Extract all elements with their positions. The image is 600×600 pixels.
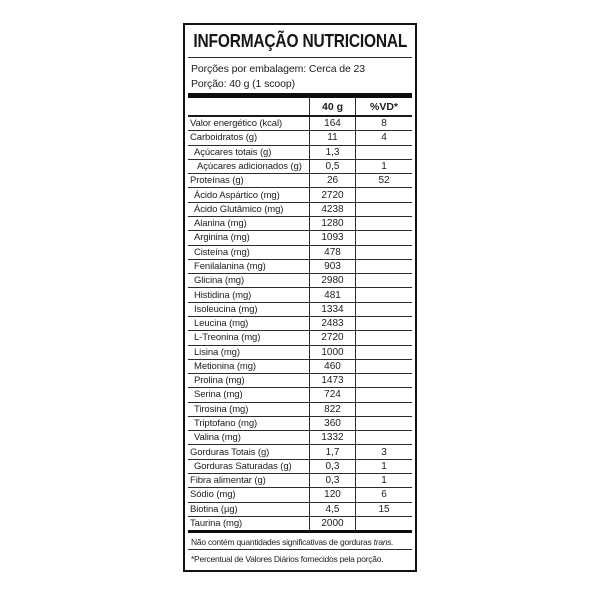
nutrient-amount: 164 (309, 117, 356, 130)
nutrient-name: Serina (mg) (194, 389, 243, 401)
nutrient-row (188, 431, 412, 445)
label-title: INFORMAÇÃO NUTRICIONAL (193, 30, 407, 51)
nutrient-amount: 1093 (309, 231, 356, 244)
nutrient-amount: 724 (309, 388, 356, 401)
nutrient-amount: 1332 (309, 431, 356, 444)
nutrient-name: Isoleucina (mg) (194, 303, 258, 315)
nutrient-amount: 2720 (309, 188, 356, 201)
nutrient-name: Taurina (mg) (190, 518, 243, 530)
nutrient-row (188, 217, 412, 231)
nutrient-dv: 52 (378, 175, 390, 187)
nutrient-row (188, 346, 412, 360)
nutrient-dv (356, 417, 412, 430)
nutrient-row (188, 317, 412, 331)
nutrient-name: Gorduras Totais (g) (190, 446, 270, 458)
nutrient-dv (356, 146, 412, 159)
nutrient-amount: 0,3 (309, 460, 356, 473)
nutrient-dv (356, 260, 412, 273)
nutrient-row (188, 517, 412, 530)
nutrient-row (188, 460, 412, 474)
nutrient-row (188, 231, 412, 245)
nutrition-table (188, 98, 412, 530)
nutrition-label (183, 23, 417, 572)
nutrient-row (188, 331, 412, 345)
nutrition-rows (188, 117, 412, 530)
servings-per-package: Porções por embalagem: Cerca de 23 (191, 63, 366, 75)
nutrient-amount: 26 (309, 174, 356, 187)
nutrient-row (188, 260, 412, 274)
nutrient-row (188, 203, 412, 217)
serving-size: Porção: 40 g (1 scoop) (191, 77, 296, 90)
nutrient-amount: 2720 (309, 331, 356, 344)
nutrient-dv: 8 (381, 118, 387, 130)
table-header-row (188, 98, 412, 117)
nutrient-row (188, 188, 412, 202)
nutrient-dv (356, 374, 412, 387)
nutrient-name: Açúcares adicionados (g) (197, 160, 302, 172)
nutrient-name: Tirosina (mg) (194, 403, 249, 415)
nutrient-dv (356, 360, 412, 373)
nutrient-row (188, 488, 412, 502)
nutrient-row (188, 303, 412, 317)
nutrient-dv: 3 (381, 446, 387, 458)
nutrient-name: Ácido Aspártico (mg) (194, 189, 280, 201)
nutrient-name: Carboidratos (g) (190, 132, 258, 144)
nutrient-name: Glicina (mg) (194, 275, 245, 287)
nutrient-name: Metionina (mg) (194, 360, 256, 372)
nutrient-dv: 1 (381, 460, 387, 472)
nutrient-amount: 0,5 (309, 160, 356, 173)
nutrient-name: Histidina (mg) (194, 289, 252, 301)
serving-info (185, 58, 415, 93)
nutrient-dv (356, 431, 412, 444)
nutrient-dv: 1 (381, 160, 387, 172)
nutrient-name: Proteínas (g) (190, 175, 244, 187)
column-header-spacer (188, 98, 309, 115)
nutrient-row (188, 274, 412, 288)
nutrient-dv (356, 203, 412, 216)
nutrient-amount: 2000 (309, 517, 356, 530)
label-header (185, 25, 415, 57)
nutrient-row (188, 388, 412, 402)
nutrient-dv (356, 388, 412, 401)
nutrient-amount: 1280 (309, 217, 356, 230)
nutrient-dv: 4 (381, 132, 387, 144)
nutrient-row (188, 503, 412, 517)
nutrient-dv: 1 (381, 475, 387, 487)
nutrient-name: Cisteína (mg) (194, 246, 250, 258)
nutrient-row (188, 474, 412, 488)
nutrient-amount: 478 (309, 246, 356, 259)
daily-values-footnote: *Percentual de Valores Diários fornecidos pela porção. (191, 554, 384, 564)
nutrient-name: Biotina (µg) (190, 503, 238, 515)
nutrient-amount: 360 (309, 417, 356, 430)
nutrient-dv (356, 403, 412, 416)
nutrient-name: Leucina (mg) (194, 318, 249, 330)
nutrient-name: Gorduras Saturadas (g) (194, 460, 292, 472)
nutrient-dv (356, 517, 412, 530)
nutrient-amount: 1000 (309, 346, 356, 359)
nutrient-row (188, 403, 412, 417)
nutrient-dv (356, 288, 412, 301)
nutrient-amount: 4238 (309, 203, 356, 216)
nutrient-name: Valor energético (kcal) (190, 118, 283, 130)
trans-fat-footnote-italic: trans. (373, 537, 394, 547)
nutrient-row (188, 374, 412, 388)
nutrient-amount: 1,7 (309, 445, 356, 458)
nutrient-amount: 2980 (309, 274, 356, 287)
trans-fat-footnote (185, 533, 415, 549)
column-header-dv: %VD* (369, 100, 398, 113)
nutrient-amount: 120 (309, 488, 356, 501)
nutrient-row (188, 417, 412, 431)
nutrient-dv (356, 346, 412, 359)
nutrient-amount: 11 (309, 131, 356, 144)
nutrient-dv: 15 (378, 503, 390, 515)
nutrient-dv (356, 217, 412, 230)
column-header-amount: 40 g (309, 98, 356, 115)
nutrient-amount: 0,3 (309, 474, 356, 487)
nutrient-name: Ácido Glutâmico (mg) (194, 203, 284, 215)
nutrient-amount: 460 (309, 360, 356, 373)
nutrient-dv (356, 331, 412, 344)
trans-fat-footnote-text: Não contém quantidades significativas de gorduras (191, 537, 374, 547)
nutrient-amount: 1473 (309, 374, 356, 387)
nutrient-row (188, 117, 412, 131)
nutrient-amount: 903 (309, 260, 356, 273)
nutrient-row (188, 146, 412, 160)
nutrient-amount: 2483 (309, 317, 356, 330)
nutrient-dv (356, 188, 412, 201)
nutrient-dv (356, 303, 412, 316)
nutrient-name: Triptofano (mg) (194, 418, 258, 430)
nutrient-amount: 481 (309, 288, 356, 301)
nutrient-name: Açúcares totais (g) (194, 146, 272, 158)
nutrient-name: Arginina (mg) (194, 232, 250, 244)
nutrient-name: Lisina (mg) (194, 346, 240, 358)
nutrient-name: Fibra alimentar (g) (190, 475, 266, 487)
nutrient-row (188, 288, 412, 302)
nutrient-dv (356, 231, 412, 244)
nutrient-amount: 822 (309, 403, 356, 416)
nutrient-row (188, 360, 412, 374)
nutrient-name: Sódio (mg) (190, 489, 236, 501)
nutrient-name: Valina (mg) (194, 432, 241, 444)
nutrient-row (188, 246, 412, 260)
nutrient-amount: 1334 (309, 303, 356, 316)
nutrient-row (188, 174, 412, 188)
nutrient-amount: 4,5 (309, 503, 356, 516)
nutrient-dv (356, 274, 412, 287)
nutrient-row (188, 131, 412, 145)
nutrient-dv (356, 317, 412, 330)
nutrient-dv (356, 246, 412, 259)
nutrient-row (188, 445, 412, 459)
nutrient-dv: 6 (381, 489, 387, 501)
nutrient-name: Fenilalanina (mg) (194, 260, 266, 272)
nutrient-row (188, 160, 412, 174)
nutrient-name: Prolina (mg) (194, 375, 245, 387)
nutrient-name: Alanina (mg) (194, 218, 247, 230)
nutrient-name: L-Treonina (mg) (194, 332, 261, 344)
nutrient-amount: 1,3 (309, 146, 356, 159)
